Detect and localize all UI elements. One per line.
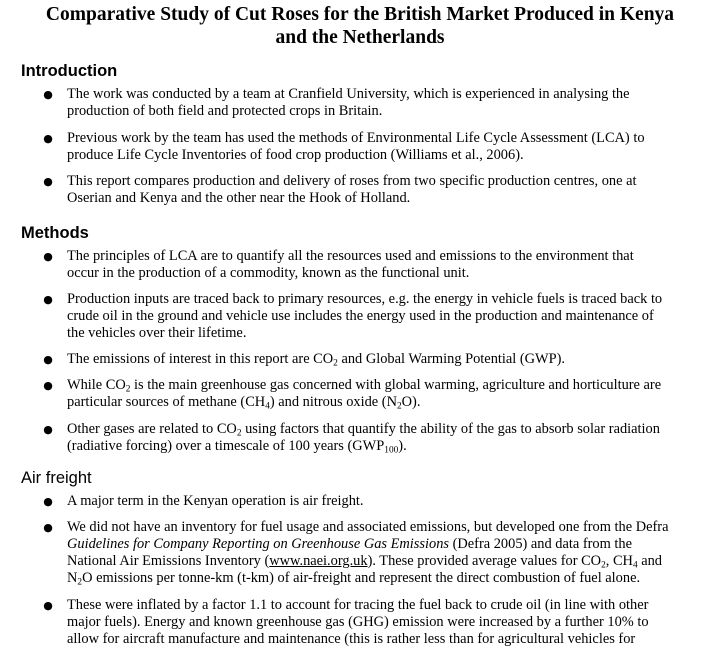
bullet-icon: ● xyxy=(43,495,53,508)
bullet-icon: ● xyxy=(43,250,53,263)
title-line: and the Netherlands xyxy=(275,27,445,48)
list-item: Production inputs are traced back to primary resources, e.g. the energy in vehicle fuels is traced back to crude oil in the ground and vehicle use includes the energy used in the production and maintenance of the vehicles over their lifetime. xyxy=(67,291,663,341)
title-line: Comparative Study of Cut Roses for the British Market Produced in Kenya xyxy=(45,4,675,25)
list-item: This report compares production and delivery of roses from two specific production centres, one at Oserian and Kenya and the other near the Hook of Holland. xyxy=(67,173,637,206)
naei-link[interactable]: www.naei.org.uk xyxy=(269,553,368,569)
title-text xyxy=(0,3,720,49)
bullet-icon: ● xyxy=(43,599,53,612)
list-item: The emissions of interest in this report are $CO_2$ and Global Warming Potential (GWP). xyxy=(67,351,566,369)
bullet-icon: ● xyxy=(43,175,53,188)
bullet-icon: ● xyxy=(43,521,53,534)
heading-introduction: Introduction xyxy=(21,62,118,80)
list-item: The principles of LCA are to quantify all the resources used and emissions to the environment that occur in the production of a commodity, known as the functional unit. xyxy=(67,248,634,281)
list-item: While $CO_2$ is the main greenhouse gas concerned with global warming, agriculture and horticulture are particular sources of methane $(CH_4)$ and nitrous oxide $(N_2O)$. xyxy=(67,377,662,412)
bullet-icon: ● xyxy=(43,132,53,145)
list-item: The work was conducted by a team at Cranfield University, which is experienced in analysing the production of both field and protected crops in Britain. xyxy=(67,86,630,119)
bullet-icon: ● xyxy=(43,88,53,101)
list-item: A major term in the Kenyan operation is air freight. xyxy=(67,493,364,509)
heading-methods: Methods xyxy=(21,224,89,242)
heading-air-freight: Air freight xyxy=(21,469,92,487)
bullet-icon: ● xyxy=(43,423,53,436)
list-item: Other gases are related to $CO_2$ using factors that quantify the ability of the gas to absorb solar radiation (radiative forcing) over a timescale of 100 years $(GWP_{100})$. xyxy=(67,421,660,456)
list-item: Previous work by the team has used the methods of Environmental Life Cycle Assessment (LCA) to produce Life Cycle Inventories of food crop production (Williams et al., 2006). xyxy=(67,130,645,163)
bullet-icon: ● xyxy=(43,293,53,306)
list-item: We did not have an inventory for fuel usage and associated emissions, but developed one from the Defra Guidelines for Company Reporting on Greenhouse Gas Emissions (Defra 2005) and data from the National Air Emissions Inventory (www.naei.org.uk). These provided average values for $CO_2$, $CH_4$ and $N_2O$ emissions per tonne-km (t-km) of air-freight and represent the direct combustion of fuel alone. xyxy=(67,519,669,588)
list-item: These were inflated by a factor 1.1 to account for tracing the fuel back to crude oil (in line with other major fuels). Energy and known greenhouse gas (GHG) emission were increased by a further 10% to allow for aircraft manufacture and maintenance (this is rather less than for agricultural vehicles for xyxy=(67,597,649,647)
bullet-icon: ● xyxy=(43,379,53,392)
bullet-icon: ● xyxy=(43,353,53,366)
